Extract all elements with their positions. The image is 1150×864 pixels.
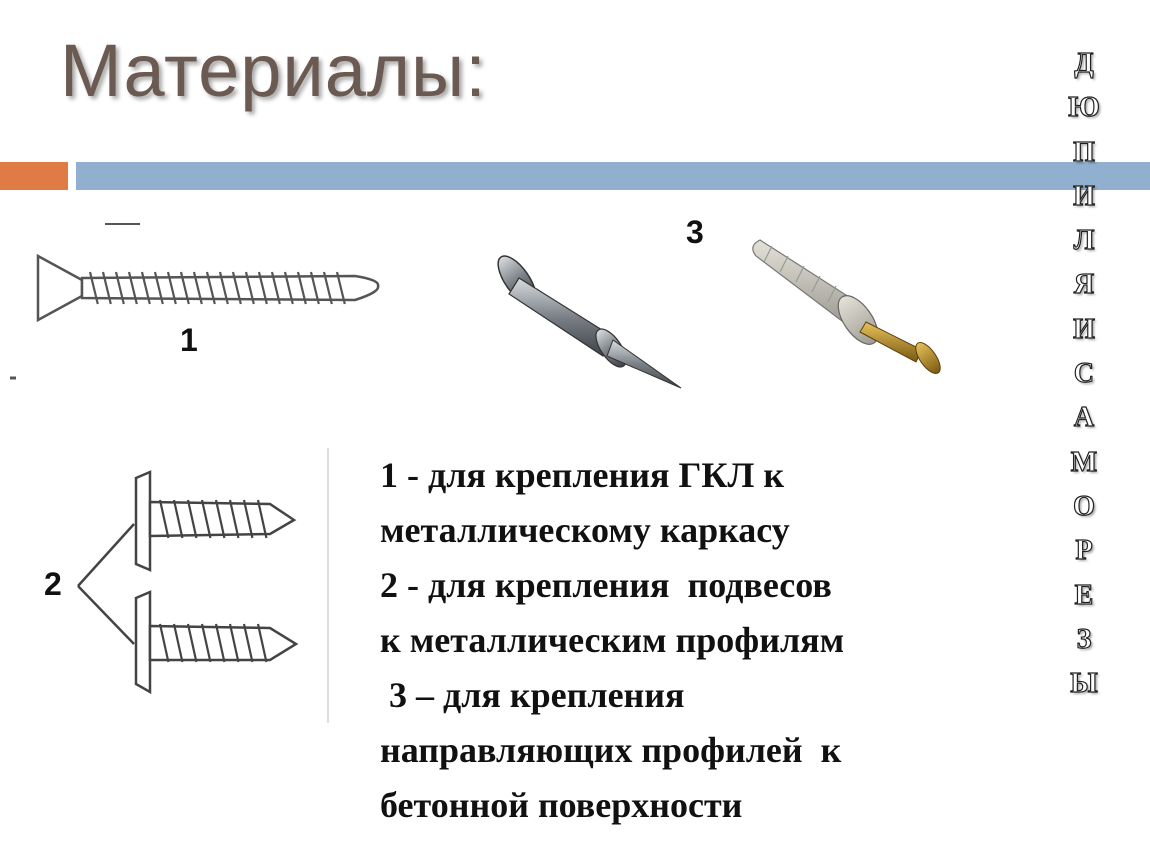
- description-line: бетонной поверхности: [380, 785, 743, 825]
- description-line: 1 - для крепления ГКЛ к: [380, 455, 785, 495]
- side-letter: Я: [1073, 269, 1095, 301]
- side-letter: М: [1070, 446, 1098, 478]
- side-letter: Р: [1075, 535, 1093, 567]
- side-letter: О: [1073, 490, 1095, 522]
- label-2: 2: [44, 566, 62, 602]
- side-letter: И: [1073, 313, 1095, 345]
- side-letter: С: [1073, 358, 1095, 390]
- side-letter: Ю: [1068, 92, 1100, 124]
- accent-bar-orange: [0, 162, 68, 190]
- plastic-anchor-icon: [742, 232, 962, 392]
- description-line: к металлическим профилям: [380, 620, 845, 660]
- description-line: направляющих профилей к: [380, 730, 842, 770]
- accent-bar-blue: [76, 162, 1150, 190]
- vertical-word: [1058, 42, 1110, 706]
- drywall-screw-icon: [10, 220, 410, 380]
- side-letter: Л: [1073, 225, 1095, 257]
- side-letter: Д: [1074, 48, 1094, 79]
- side-letter: И: [1073, 180, 1095, 212]
- description-line: металлическому каркасу: [380, 510, 790, 550]
- description-text: [380, 448, 1020, 833]
- side-letter: А: [1073, 402, 1095, 434]
- page-title: Материалы:: [60, 29, 487, 112]
- wafer-head-screw-icon: [70, 448, 330, 728]
- description-line: 2 - для крепления подвесов: [380, 565, 832, 605]
- side-letter: П: [1073, 136, 1095, 168]
- dowel-nail-icon: [495, 248, 695, 398]
- label-1: 1: [180, 322, 198, 358]
- side-letter: Ы: [1070, 668, 1098, 700]
- label-3: 3: [686, 214, 704, 250]
- side-letter: Е: [1074, 579, 1094, 611]
- description-line: 3 – для крепления: [380, 675, 685, 715]
- side-letter: З: [1076, 623, 1092, 655]
